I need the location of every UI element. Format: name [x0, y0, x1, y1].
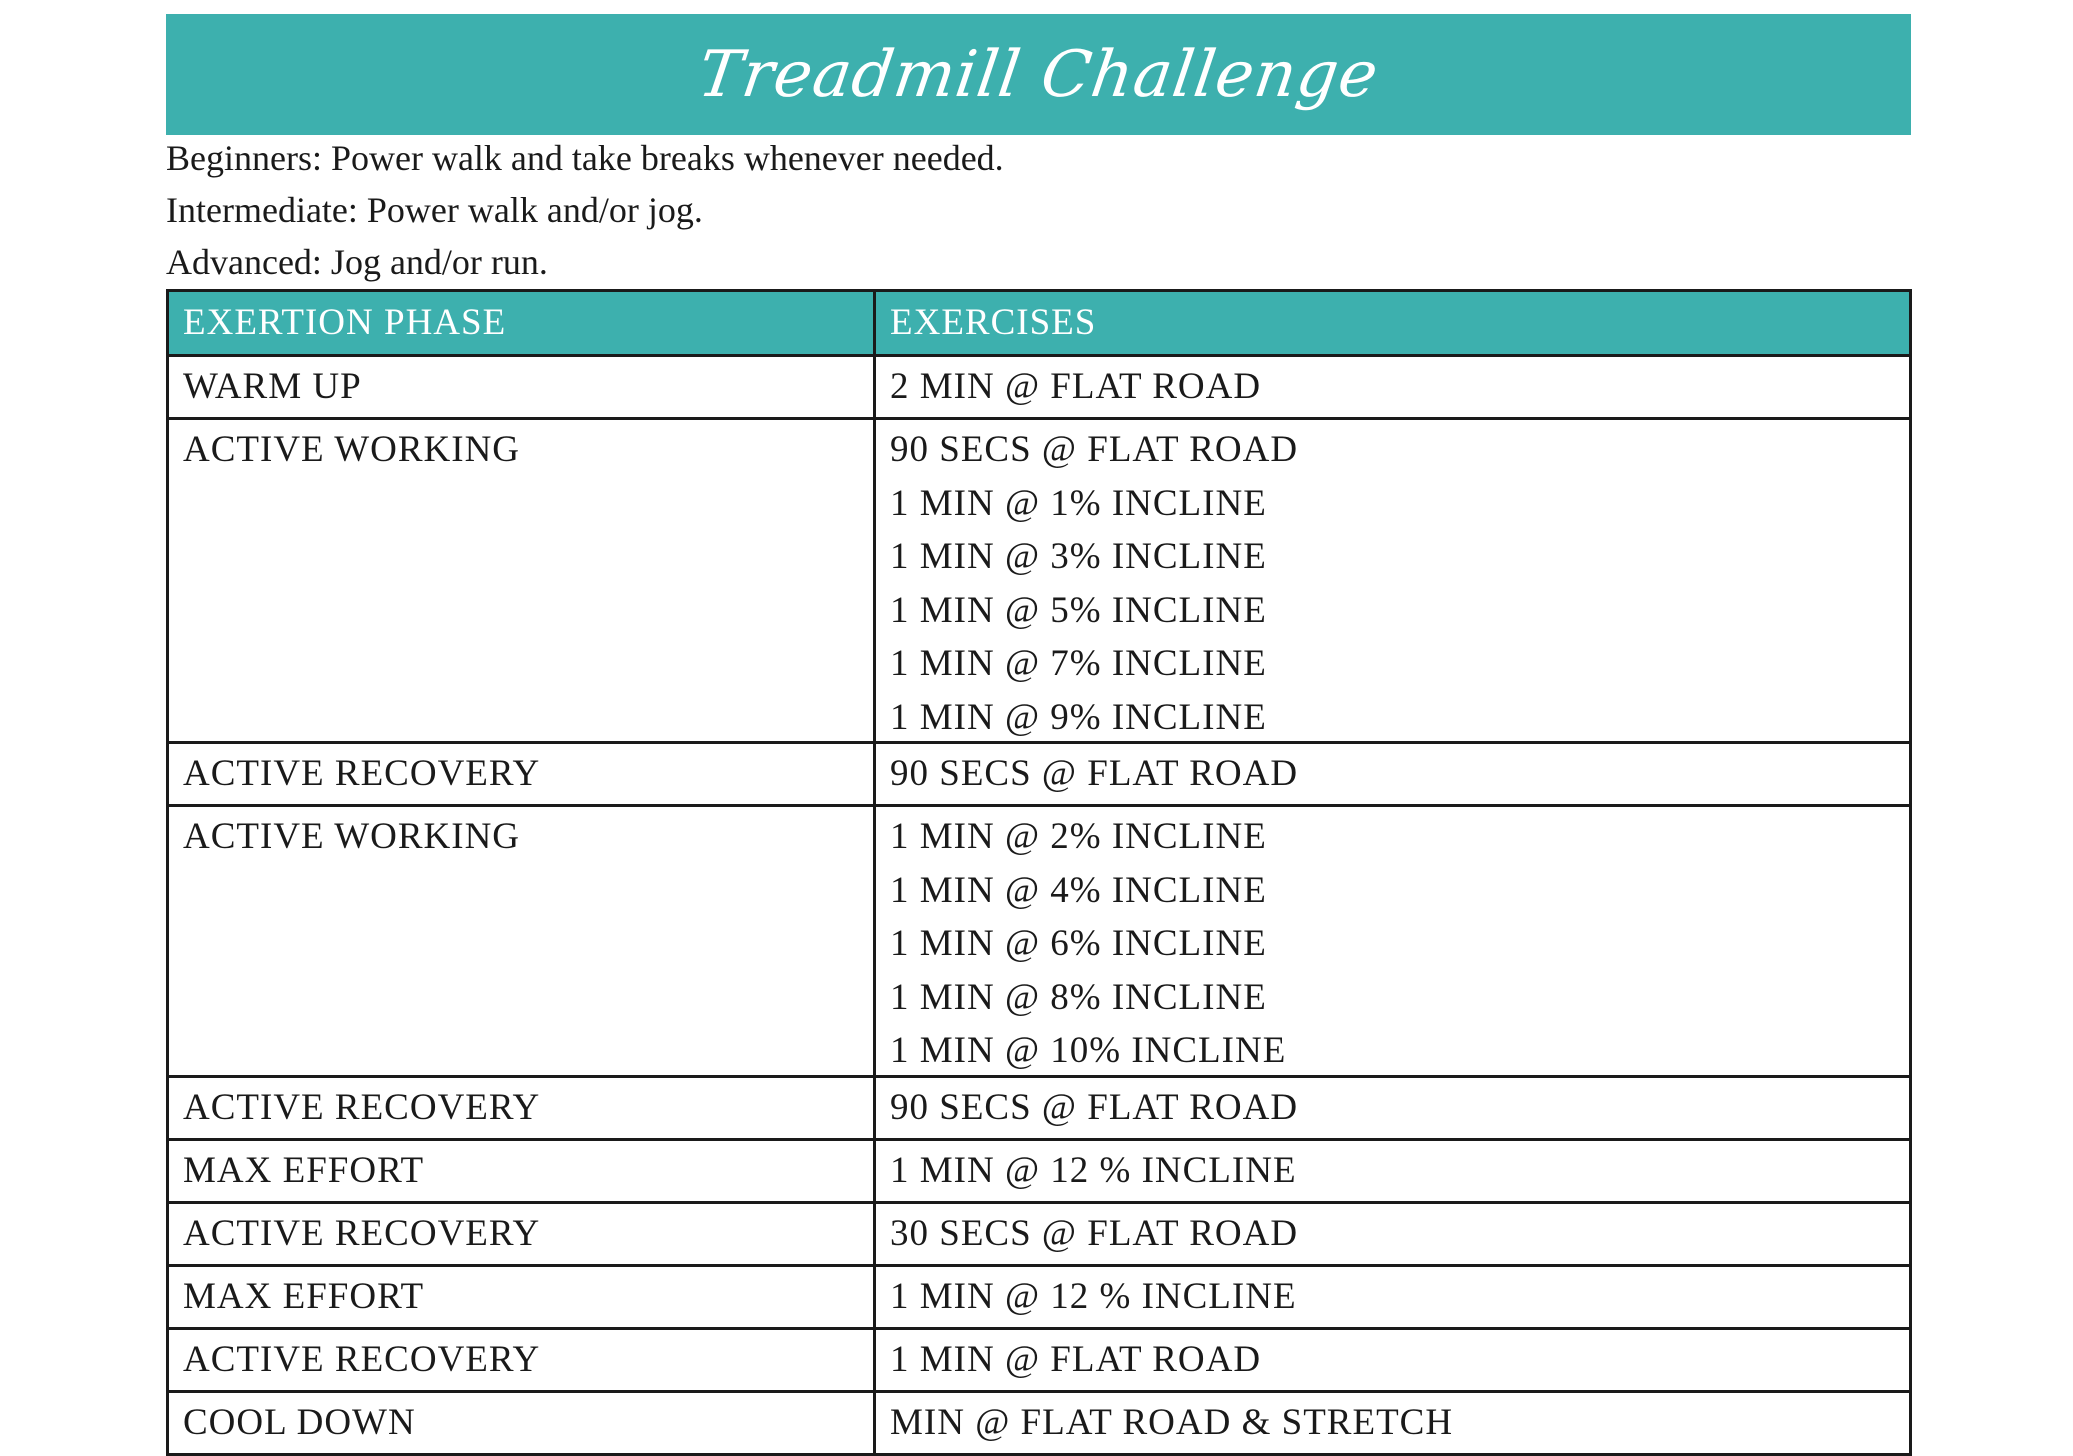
exercise-item: 1 MIN @ 10% INCLINE: [890, 1030, 1287, 1071]
exercises-cell: [875, 1265, 1911, 1328]
phase-cell: ACTIVE WORKING: [168, 806, 875, 1077]
table-row: [168, 1328, 1911, 1391]
exercises-cell: [875, 1391, 1911, 1454]
level-descriptions: [166, 132, 1911, 288]
exercise-item: 1 MIN @ 3% INCLINE: [890, 536, 1267, 577]
exercises-cell: [875, 1328, 1911, 1391]
table-row: [168, 743, 1911, 806]
table-row: [168, 806, 1911, 1077]
exercise-item: 2 MIN @ FLAT ROAD: [890, 366, 1262, 407]
level-advanced: Advanced: Jog and/or run.: [166, 242, 548, 282]
table-row: [168, 1139, 1911, 1202]
level-beginners: Beginners: Power walk and take breaks whenever needed.: [166, 138, 1004, 178]
level-intermediate: Intermediate: Power walk and/or jog.: [166, 190, 703, 230]
table-row: [168, 1265, 1911, 1328]
exercise-item: 1 MIN @ 6% INCLINE: [890, 923, 1267, 964]
exercise-item: 1 MIN @ 12 % INCLINE: [890, 1275, 1297, 1317]
exercises-cell: [875, 1139, 1911, 1202]
exercise-item: 1 MIN @ 2% INCLINE: [890, 816, 1267, 857]
exercise-item: 1 MIN @ 12 % INCLINE: [890, 1149, 1297, 1191]
exercises-cell: [875, 356, 1911, 419]
exercise-item: MIN @ FLAT ROAD & STRETCH: [890, 1401, 1454, 1443]
exercises-cell: [875, 419, 1911, 743]
phase-cell: MAX EFFORT: [168, 1265, 875, 1328]
exercises-cell: [875, 806, 1911, 1077]
exercise-item: 90 SECS @ FLAT ROAD: [890, 1086, 1299, 1128]
phase-cell: COOL DOWN: [168, 1391, 875, 1454]
phase-cell: ACTIVE RECOVERY: [168, 1328, 875, 1391]
exercise-item: 1 MIN @ 9% INCLINE: [890, 696, 1267, 738]
exercise-item: 1 MIN @ 7% INCLINE: [890, 643, 1267, 684]
table-row: [168, 356, 1911, 419]
exercises-cell: [875, 743, 1911, 806]
phase-cell: ACTIVE RECOVERY: [168, 743, 875, 806]
phase-cell: MAX EFFORT: [168, 1139, 875, 1202]
phase-cell: WARM UP: [168, 356, 875, 419]
header-exercises: EXERCISES: [875, 291, 1911, 356]
table-row: [168, 1391, 1911, 1454]
table-row: [168, 419, 1911, 743]
exercises-cell: [875, 1076, 1911, 1139]
exercise-item: 1 MIN @ FLAT ROAD: [890, 1338, 1262, 1380]
table-row: [168, 1202, 1911, 1265]
table-header-row: [168, 291, 1911, 356]
table-row: [168, 1076, 1911, 1139]
exercise-item: 1 MIN @ 4% INCLINE: [890, 869, 1267, 911]
header-exertion-phase: EXERTION PHASE: [168, 291, 875, 356]
exercise-item: 30 SECS @ FLAT ROAD: [890, 1212, 1299, 1254]
exercise-item: 1 MIN @ 5% INCLINE: [890, 589, 1267, 631]
table-body: [168, 356, 1911, 1455]
exercise-item: 90 SECS @ FLAT ROAD: [890, 753, 1299, 794]
exercise-item: 1 MIN @ 1% INCLINE: [890, 482, 1267, 524]
exercise-item: 1 MIN @ 8% INCLINE: [890, 976, 1267, 1018]
exercises-cell: [875, 1202, 1911, 1265]
page-title: Treadmill Challenge: [693, 37, 1384, 112]
phase-cell: ACTIVE RECOVERY: [168, 1202, 875, 1265]
exercise-item: 90 SECS @ FLAT ROAD: [890, 429, 1299, 470]
schedule-table: [166, 289, 1912, 1456]
phase-cell: ACTIVE WORKING: [168, 419, 875, 743]
phase-cell: ACTIVE RECOVERY: [168, 1076, 875, 1139]
title-banner: [166, 14, 1911, 135]
